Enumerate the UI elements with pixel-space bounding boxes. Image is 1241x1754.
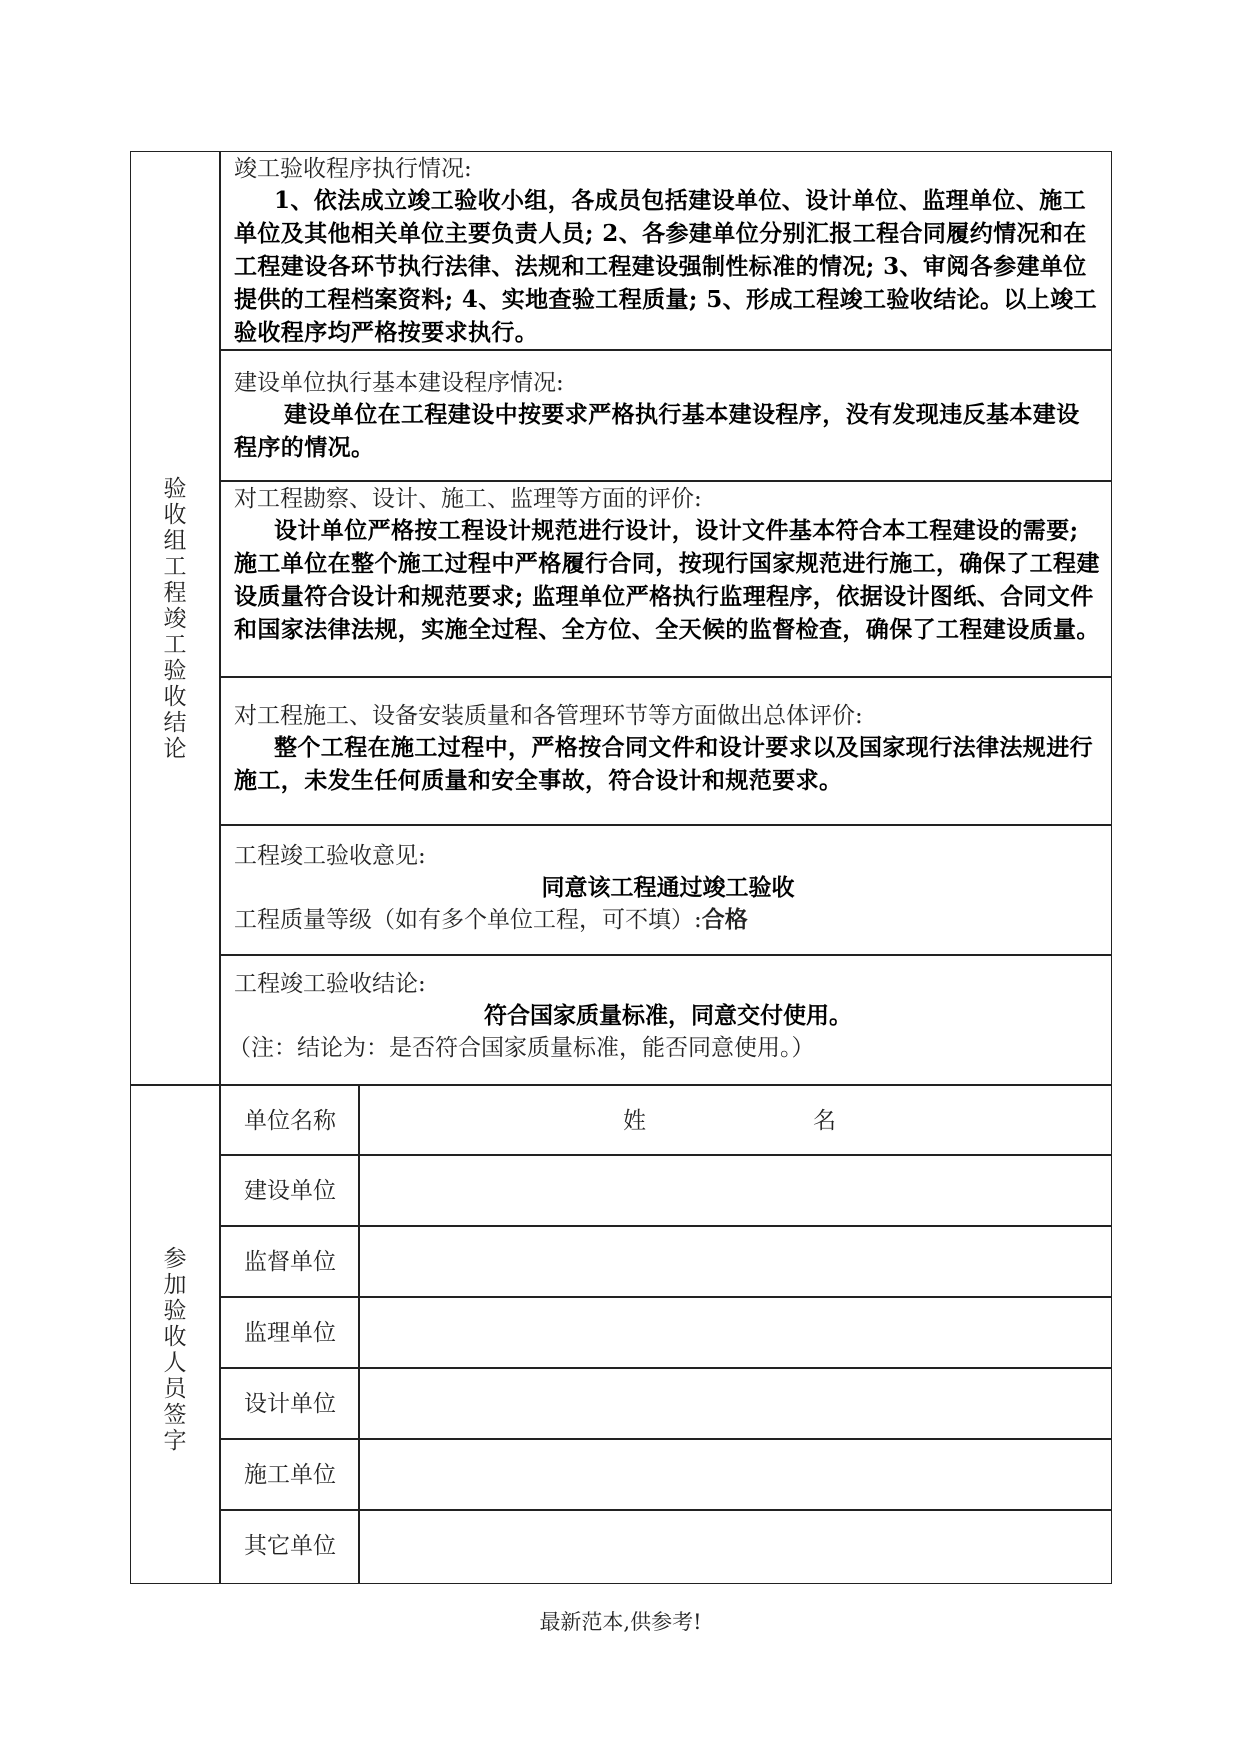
row-label-supervising-unit: 监理单位 [244, 1320, 336, 1346]
basic-procedure-text: 建设单位在工程建设中按要求严格执行基本建设程序，没有发现违反基本建设程序的情况。 [234, 401, 1080, 461]
signature-field-design-unit[interactable] [360, 1369, 1110, 1437]
row-label-design-unit: 设计单位 [244, 1391, 336, 1417]
basic-procedure-cell [234, 368, 1102, 464]
opinion-heading: 工程竣工验收意见: [234, 843, 426, 869]
signature-side-label: 参加验收人员签字 [163, 1246, 187, 1454]
row-divider [219, 954, 1112, 956]
verdict-text: 符合国家质量标准，同意交付使用。 [484, 1002, 852, 1029]
overall-heading: 对工程施工、设备安装质量和各管理环节等方面做出总体评价: [234, 703, 863, 729]
page-footer: 最新范本,供参考! [539, 1610, 702, 1634]
row-label-supervision-authority: 监督单位 [244, 1249, 336, 1275]
procedure-text: 1、依法成立竣工验收小组，各成员包括建设单位、设计单位、监理单位、施工单位及其他相关单位主要负责人员; 2、各参建单位分别汇报工程合同履约情况和在工程建设各环节执行法律、法规和工程建设强制性标准的情况; 3、审阅各参建单位提供的工程档案资料; 4、实地查验工程质量; 5、形成工程竣工验收结论。以上竣工验收程序均严格按要求执行。 [234, 187, 1098, 346]
row-divider [219, 480, 1112, 482]
conclusion-side-label: 验收组工程竣工验收结论 [163, 476, 187, 762]
name-header-surname: 姓 [623, 1108, 646, 1134]
basic-procedure-heading: 建设单位执行基本建设程序情况: [234, 370, 564, 396]
signature-field-construction-unit[interactable] [360, 1156, 1110, 1224]
row-label-other-unit: 其它单位 [244, 1533, 336, 1559]
name-header-given: 名 [813, 1108, 836, 1134]
evaluation-cell [234, 484, 1102, 646]
row-label-contractor-unit: 施工单位 [244, 1462, 336, 1488]
side-column-divider [219, 151, 221, 1584]
procedure-cell [234, 154, 1102, 349]
row-divider [219, 676, 1112, 678]
signature-field-supervising-unit[interactable] [360, 1298, 1110, 1366]
procedure-heading: 竣工验收程序执行情况: [234, 156, 472, 182]
evaluation-heading: 对工程勘察、设计、施工、监理等方面的评价: [234, 486, 702, 512]
row-label-construction-unit: 建设单位 [244, 1178, 336, 1204]
quality-grade-line [234, 904, 1102, 936]
quality-grade-value: 合格 [701, 906, 748, 933]
section-divider [130, 1084, 1112, 1086]
overall-text: 整个工程在施工过程中，严格按合同文件和设计要求以及国家现行法律法规进行施工，未发生任何质量和安全事故，符合设计和规范要求。 [234, 734, 1093, 794]
quality-grade-label: 工程质量等级（如有多个单位工程，可不填）: [234, 907, 702, 933]
evaluation-text: 设计单位严格按工程设计规范进行设计，设计文件基本符合本工程建设的需要; 施工单位在整个施工过程中严格履行合同，按现行国家规范进行施工，确保了工程建设质量符合设计和规范要求; 监理单位严格执行监理程序，依据设计图纸、合同文件和国家法律法规，实施全过程、全方位、全天候的监督检查，确保了工程建设质量。 [234, 517, 1100, 643]
opinion-cell [234, 840, 1102, 936]
verdict-heading: 工程竣工验收结论: [234, 971, 426, 997]
overall-cell [234, 701, 1102, 797]
signature-field-supervision-authority[interactable] [360, 1227, 1110, 1295]
unit-name-header: 单位名称 [244, 1108, 336, 1134]
opinion-text: 同意该工程通过竣工验收 [541, 874, 795, 901]
signature-field-contractor-unit[interactable] [360, 1440, 1110, 1508]
row-divider [219, 349, 1112, 351]
verdict-cell [228, 968, 1102, 1064]
signature-field-other-unit[interactable] [360, 1511, 1110, 1583]
row-divider [219, 824, 1112, 826]
verdict-note: （注：结论为：是否符合国家质量标准，能否同意使用。） [228, 1035, 815, 1061]
